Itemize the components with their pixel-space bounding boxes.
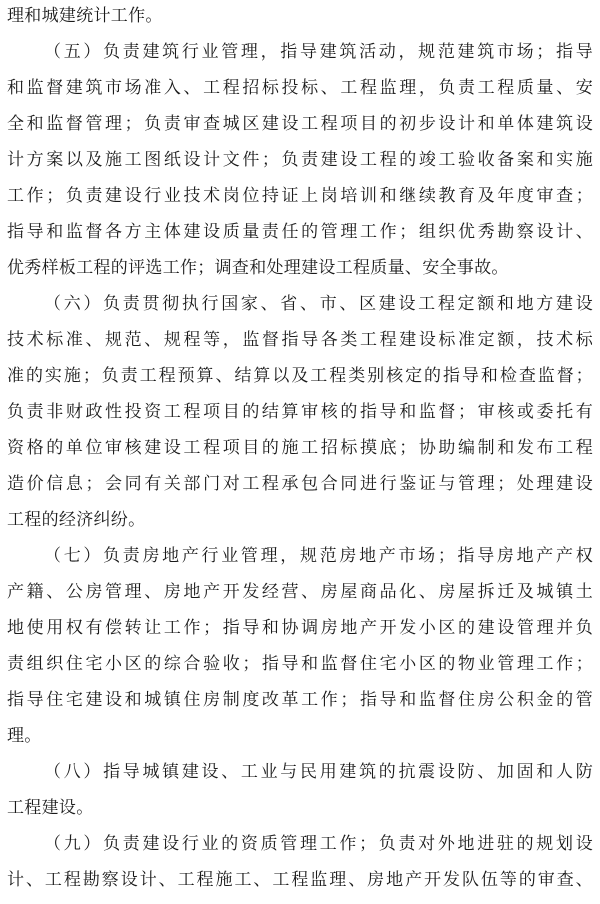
paragraph-7-line-2: 产籍、公房管理、房地产开发经营、房屋商品化、房屋拆迁及城镇土 [7,582,593,602]
paragraph-7-line-6: 理。 [7,726,42,746]
paragraph-6-line-6: 造价信息；会同有关部门对工程承包合同进行鉴证与管理；处理建设 [7,474,593,494]
paragraph-6-line-5: 资格的单位审核建设工程项目的施工招标摸底；协助编制和发布工程 [7,438,593,458]
paragraph-6-line-7: 工程的经济纠纷。 [7,510,146,530]
paragraph-8-line-1: （八）指导城镇建设、工业与民用建筑的抗震设防、加固和人防 [44,762,593,782]
paragraph-6-line-4: 负责非财政性投资工程项目的结算审核的指导和监督；审核或委托有 [7,402,593,422]
paragraph-6-line-2: 技术标准、规范、规程等，监督指导各类工程建设标准定额，技术标 [7,330,593,350]
paragraph-9-line-2: 计、工程勘察设计、工程施工、工程监理、房地产开发队伍等的审查、 [7,870,593,890]
paragraph-5-line-1: （五）负责建筑行业管理，指导建筑活动，规范建筑市场；指导 [44,42,593,62]
paragraph-7-line-4: 责组织住宅小区的综合验收；指导和监督住宅小区的物业管理工作； [7,654,593,674]
paragraph-5-line-7: 优秀样板工程的评选工作；调查和处理建设工程质量、安全事故。 [7,258,509,278]
paragraph-5-line-3: 全和监督管理；负责审查城区建设工程项目的初步设计和单体建筑设 [7,114,593,134]
text-line-1: 理和城建统计工作。 [7,6,163,26]
paragraph-9-line-1: （九）负责建设行业的资质管理工作；负责对外地进驻的规划设 [44,834,593,854]
paragraph-5-line-6: 指导和监督各方主体建设质量责任的管理工作；组织优秀勘察设计、 [7,222,593,242]
paragraph-7-line-1: （七）负责房地产行业管理，规范房地产市场；指导房地产产权 [44,546,593,566]
paragraph-8-line-2: 工程建设。 [7,798,94,818]
paragraph-7-line-3: 地使用权有偿转让工作；指导和协调房地产开发小区的建设管理并负 [7,618,593,638]
paragraph-6-line-1: （六）负责贯彻执行国家、省、市、区建设工程定额和地方建设 [44,294,593,314]
paragraph-7-line-5: 指导住宅建设和城镇住房制度改革工作；指导和监督住房公积金的管 [7,690,593,710]
paragraph-6-line-3: 准的实施；负责工程预算、结算以及工程类别核定的指导和检查监督； [7,366,593,386]
paragraph-5-line-5: 工作；负责建设行业技术岗位持证上岗培训和继续教育及年度审查； [7,186,593,206]
paragraph-5-line-4: 计方案以及施工图纸设计文件；负责建设工程的竣工验收备案和实施 [7,150,593,170]
paragraph-5-line-2: 和监督建筑市场准入、工程招标投标、工程监理，负责工程质量、安 [7,78,593,98]
